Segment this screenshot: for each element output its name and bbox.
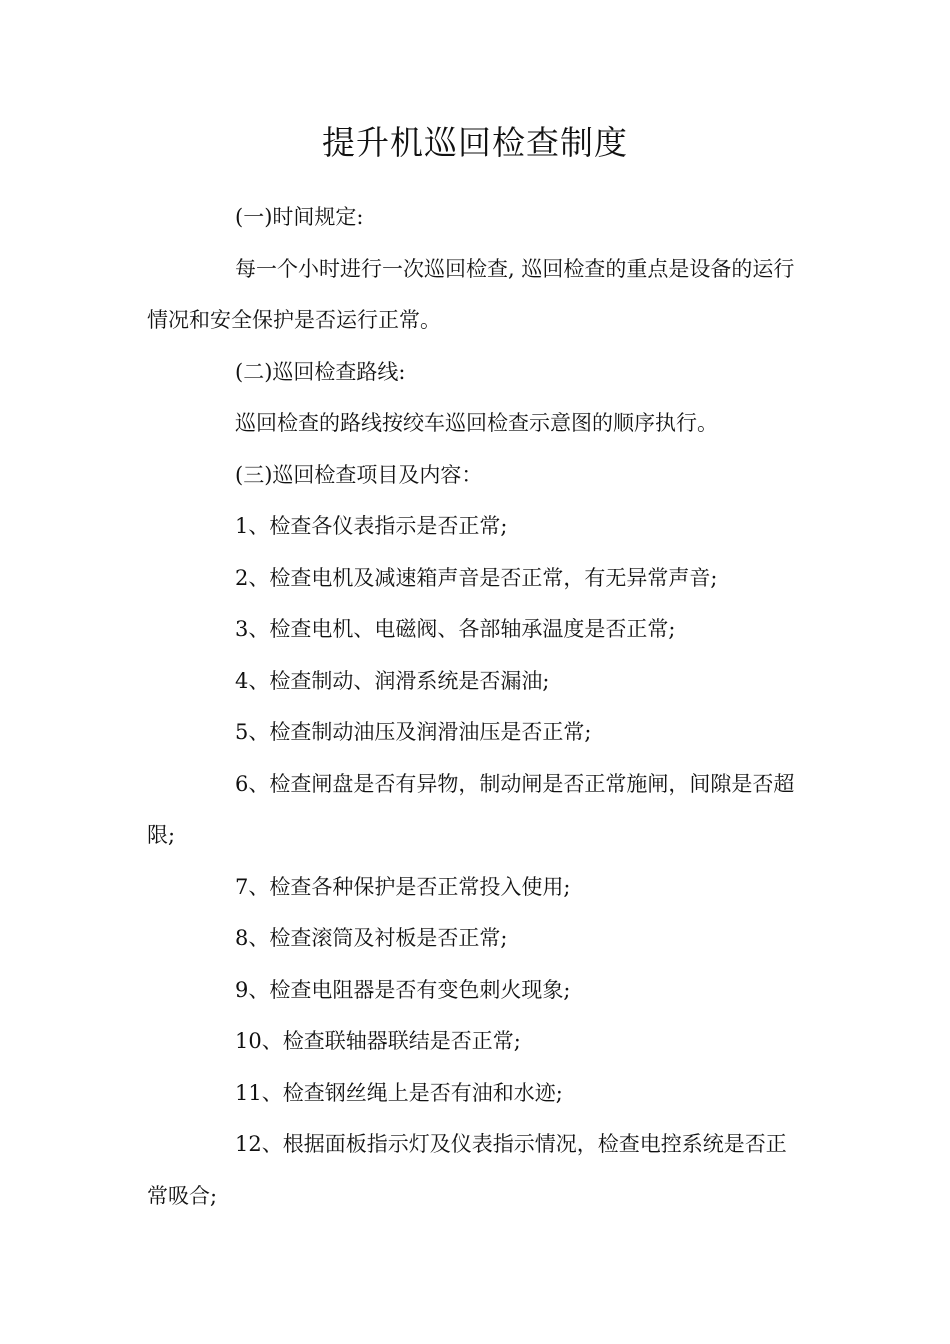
paragraph-time-rule: 每一个小时进行一次巡回检查, 巡回检查的重点是设备的运行情况和安全保护是否运行正常。 (147, 256, 795, 332)
document-body (147, 192, 807, 1222)
section-heading-time: (一)时间规定: (235, 205, 364, 229)
paragraph-route-rule: 巡回检查的路线按绞车巡回检查示意图的顺序执行。 (235, 411, 718, 435)
checklist-item: 11、检查钢丝绳上是否有油和水迹; (235, 1080, 563, 1105)
checklist-item: 8、检查滚筒及衬板是否正常; (235, 926, 508, 950)
checklist-item: 9、检查电阻器是否有变色刺火现象; (235, 977, 571, 1002)
checklist-item: 12、根据面板指示灯及仪表指示情况，检查电控系统是否正常吸合; (147, 1132, 787, 1208)
checklist-item: 6、检查闸盘是否有异物，制动闸是否正常施闸，间隙是否超限; (147, 771, 795, 847)
checklist-item: 10、检查联轴器联结是否正常; (235, 1029, 521, 1053)
checklist-item: 1、检查各仪表指示是否正常; (235, 514, 508, 538)
checklist-item: 4、检查制动、润滑系统是否漏油; (235, 668, 550, 693)
document-title: 提升机巡回检查制度 (322, 123, 628, 162)
checklist-item: 7、检查各种保护是否正常投入使用; (235, 874, 571, 899)
section-heading-route: (二)巡回检查路线: (235, 359, 406, 384)
section-heading-items: (三)巡回检查项目及内容： (235, 462, 483, 487)
checklist-item: 2、检查电机及减速箱声音是否正常，有无异常声音; (235, 565, 718, 590)
checklist-item: 5、检查制动油压及润滑油压是否正常; (235, 720, 592, 744)
checklist-item: 3、检查电机、电磁阀、各部轴承温度是否正常; (235, 617, 676, 641)
